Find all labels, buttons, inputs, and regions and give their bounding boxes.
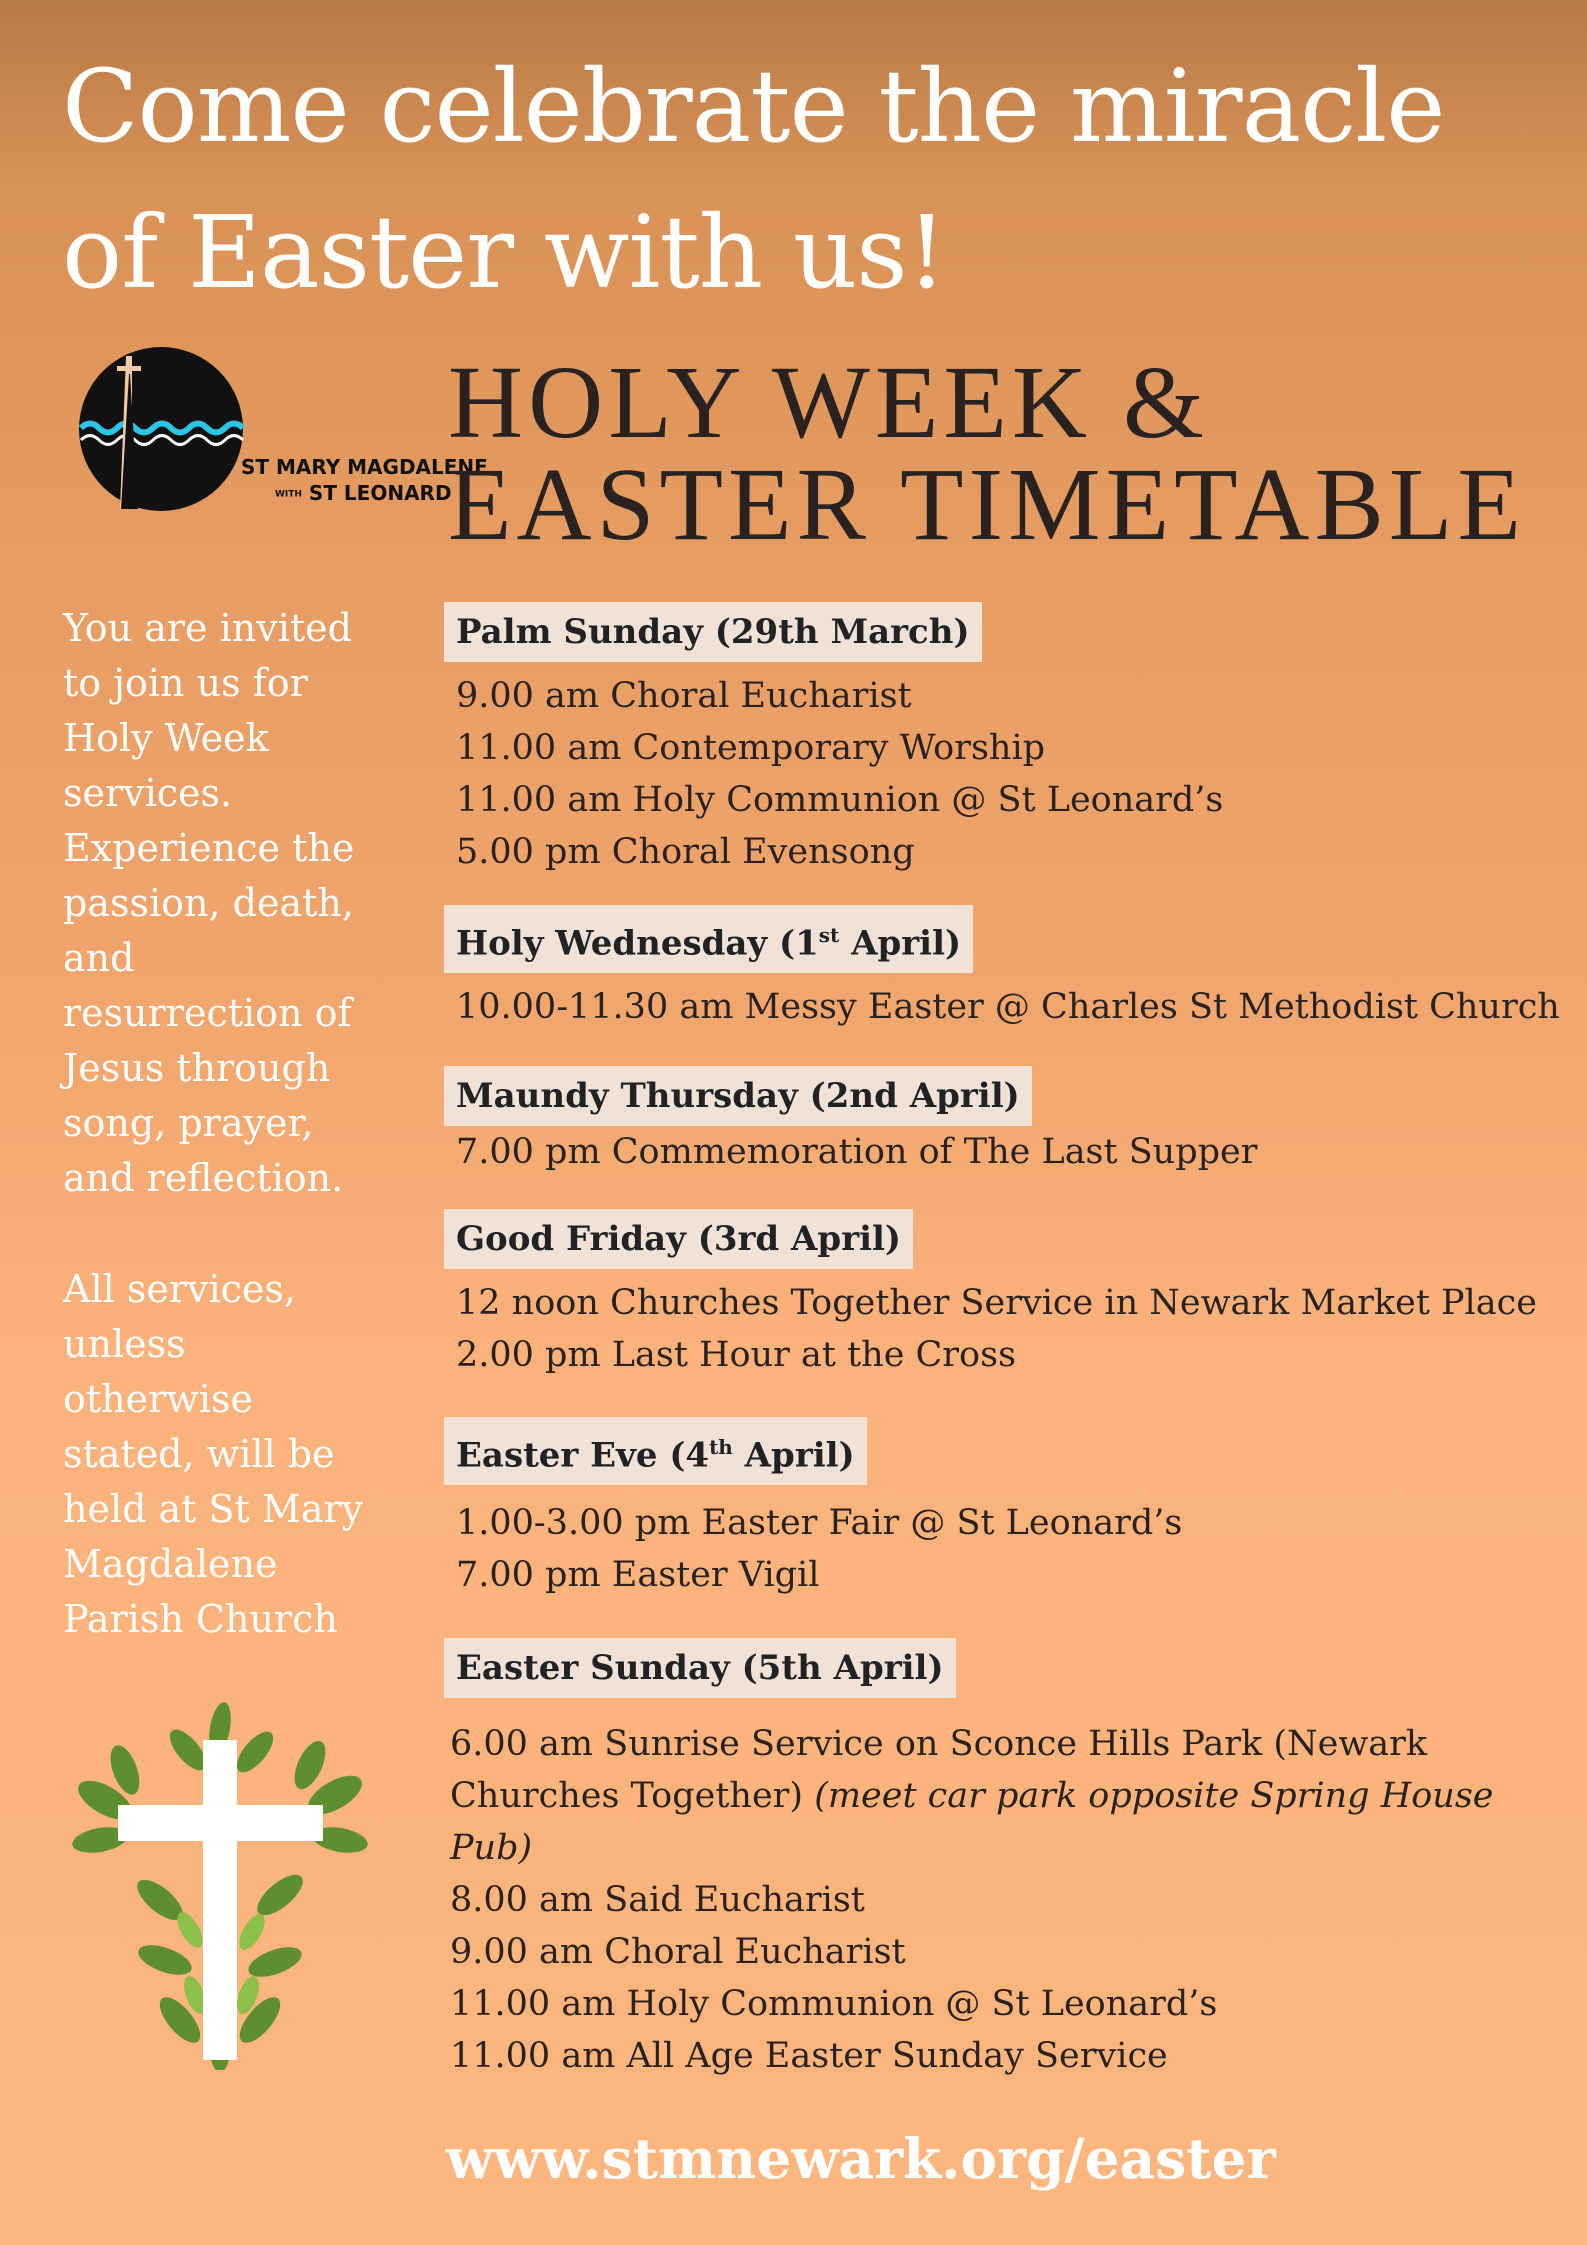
heading-text: Easter Eve (4	[456, 1435, 710, 1476]
logo-with: WITH	[275, 489, 302, 500]
heading-text-end: April)	[839, 923, 962, 964]
heading-text-end: April)	[732, 1435, 855, 1476]
service-item: 12 noon Churches Together Service in Newark Market Place	[456, 1283, 1537, 1323]
section-heading: Maundy Thursday (2nd April)	[444, 1066, 1032, 1126]
service-item: 2.00 pm Last Hour at the Cross	[456, 1335, 1017, 1375]
service-item: 5.00 pm Choral Evensong	[456, 832, 915, 872]
service-list	[438, 1718, 1558, 2082]
heading-superscript: th	[709, 1435, 733, 1459]
intro-invitation: You are invited to join us for Holy Week services. Experience the passion, death, and resurrection of Jesus through song, prayer, and reflection.	[63, 606, 355, 1200]
cross-with-leaves-icon	[70, 1700, 370, 2070]
headline-line-2: of Easter with us!	[62, 194, 946, 311]
section-easter-sunday	[438, 1638, 1558, 2082]
service-list	[444, 670, 1564, 878]
section-holy-wednesday	[444, 905, 1564, 1033]
heading-text: Holy Wednesday (1	[456, 923, 819, 964]
service-item: 7.00 pm Commemoration of The Last Supper	[456, 1132, 1258, 1172]
service-item: 9.00 am Choral Eucharist	[450, 1932, 906, 1972]
section-heading: Palm Sunday (29th March)	[444, 602, 982, 662]
service-list	[444, 1277, 1564, 1381]
heading-superscript: st	[818, 923, 840, 947]
service-item: 11.00 am Holy Communion @ St Leonard’s	[450, 1984, 1218, 2024]
page-title	[448, 345, 1526, 562]
service-list	[444, 1126, 1564, 1178]
service-item: 9.00 am Choral Eucharist	[456, 676, 912, 716]
service-item: 7.00 pm Easter Vigil	[456, 1555, 820, 1596]
service-item: 8.00 am Said Eucharist	[450, 1880, 865, 1920]
service-item	[438, 1718, 1550, 1874]
section-maundy-thursday	[444, 1066, 1564, 1178]
logo-line-1: ST MARY MAGDALENE	[241, 455, 488, 479]
section-palm-sunday	[444, 602, 1564, 878]
service-list	[444, 1497, 1564, 1601]
logo-line-2: ST LEONARD	[308, 481, 452, 505]
headline-line-1: Come celebrate the miracle	[62, 48, 1445, 165]
headline	[62, 34, 1542, 326]
section-heading: Easter Sunday (5th April)	[444, 1638, 956, 1698]
section-heading	[444, 1417, 867, 1485]
intro-location-note: All services, unless otherwise stated, will be held at St Mary Magdalene Parish Church	[63, 1267, 364, 1641]
section-good-friday	[444, 1209, 1564, 1381]
church-logo	[76, 344, 488, 514]
section-heading: Good Friday (3rd April)	[444, 1209, 913, 1269]
service-item: 11.00 am All Age Easter Sunday Service	[450, 2036, 1168, 2076]
title-line-2: EASTER TIMETABLE	[448, 447, 1526, 562]
service-item: 11.00 am Contemporary Worship	[456, 728, 1046, 768]
service-item: 1.00-3.00 pm Easter Fair @ St Leonard’s	[456, 1503, 1183, 1544]
service-list	[444, 981, 1564, 1033]
sunrise-service: 6.00 am Sunrise Service on Sconce Hills Park (Newark Churches Together)	[450, 1724, 1428, 1816]
service-item: 10.00-11.30 am Messy Easter @ Charles St Methodist Church	[456, 987, 1560, 1028]
website-url: www.stmnewark.org/easter	[446, 2126, 1276, 2191]
section-heading	[444, 905, 973, 973]
sunrise-note: (meet car park opposite Spring House Pub)	[450, 1776, 1494, 1868]
section-easter-eve	[444, 1417, 1564, 1601]
title-line-1: HOLY WEEK &	[448, 345, 1209, 460]
church-cross-water-icon	[76, 344, 246, 514]
service-item: 11.00 am Holy Communion @ St Leonard’s	[456, 780, 1224, 820]
